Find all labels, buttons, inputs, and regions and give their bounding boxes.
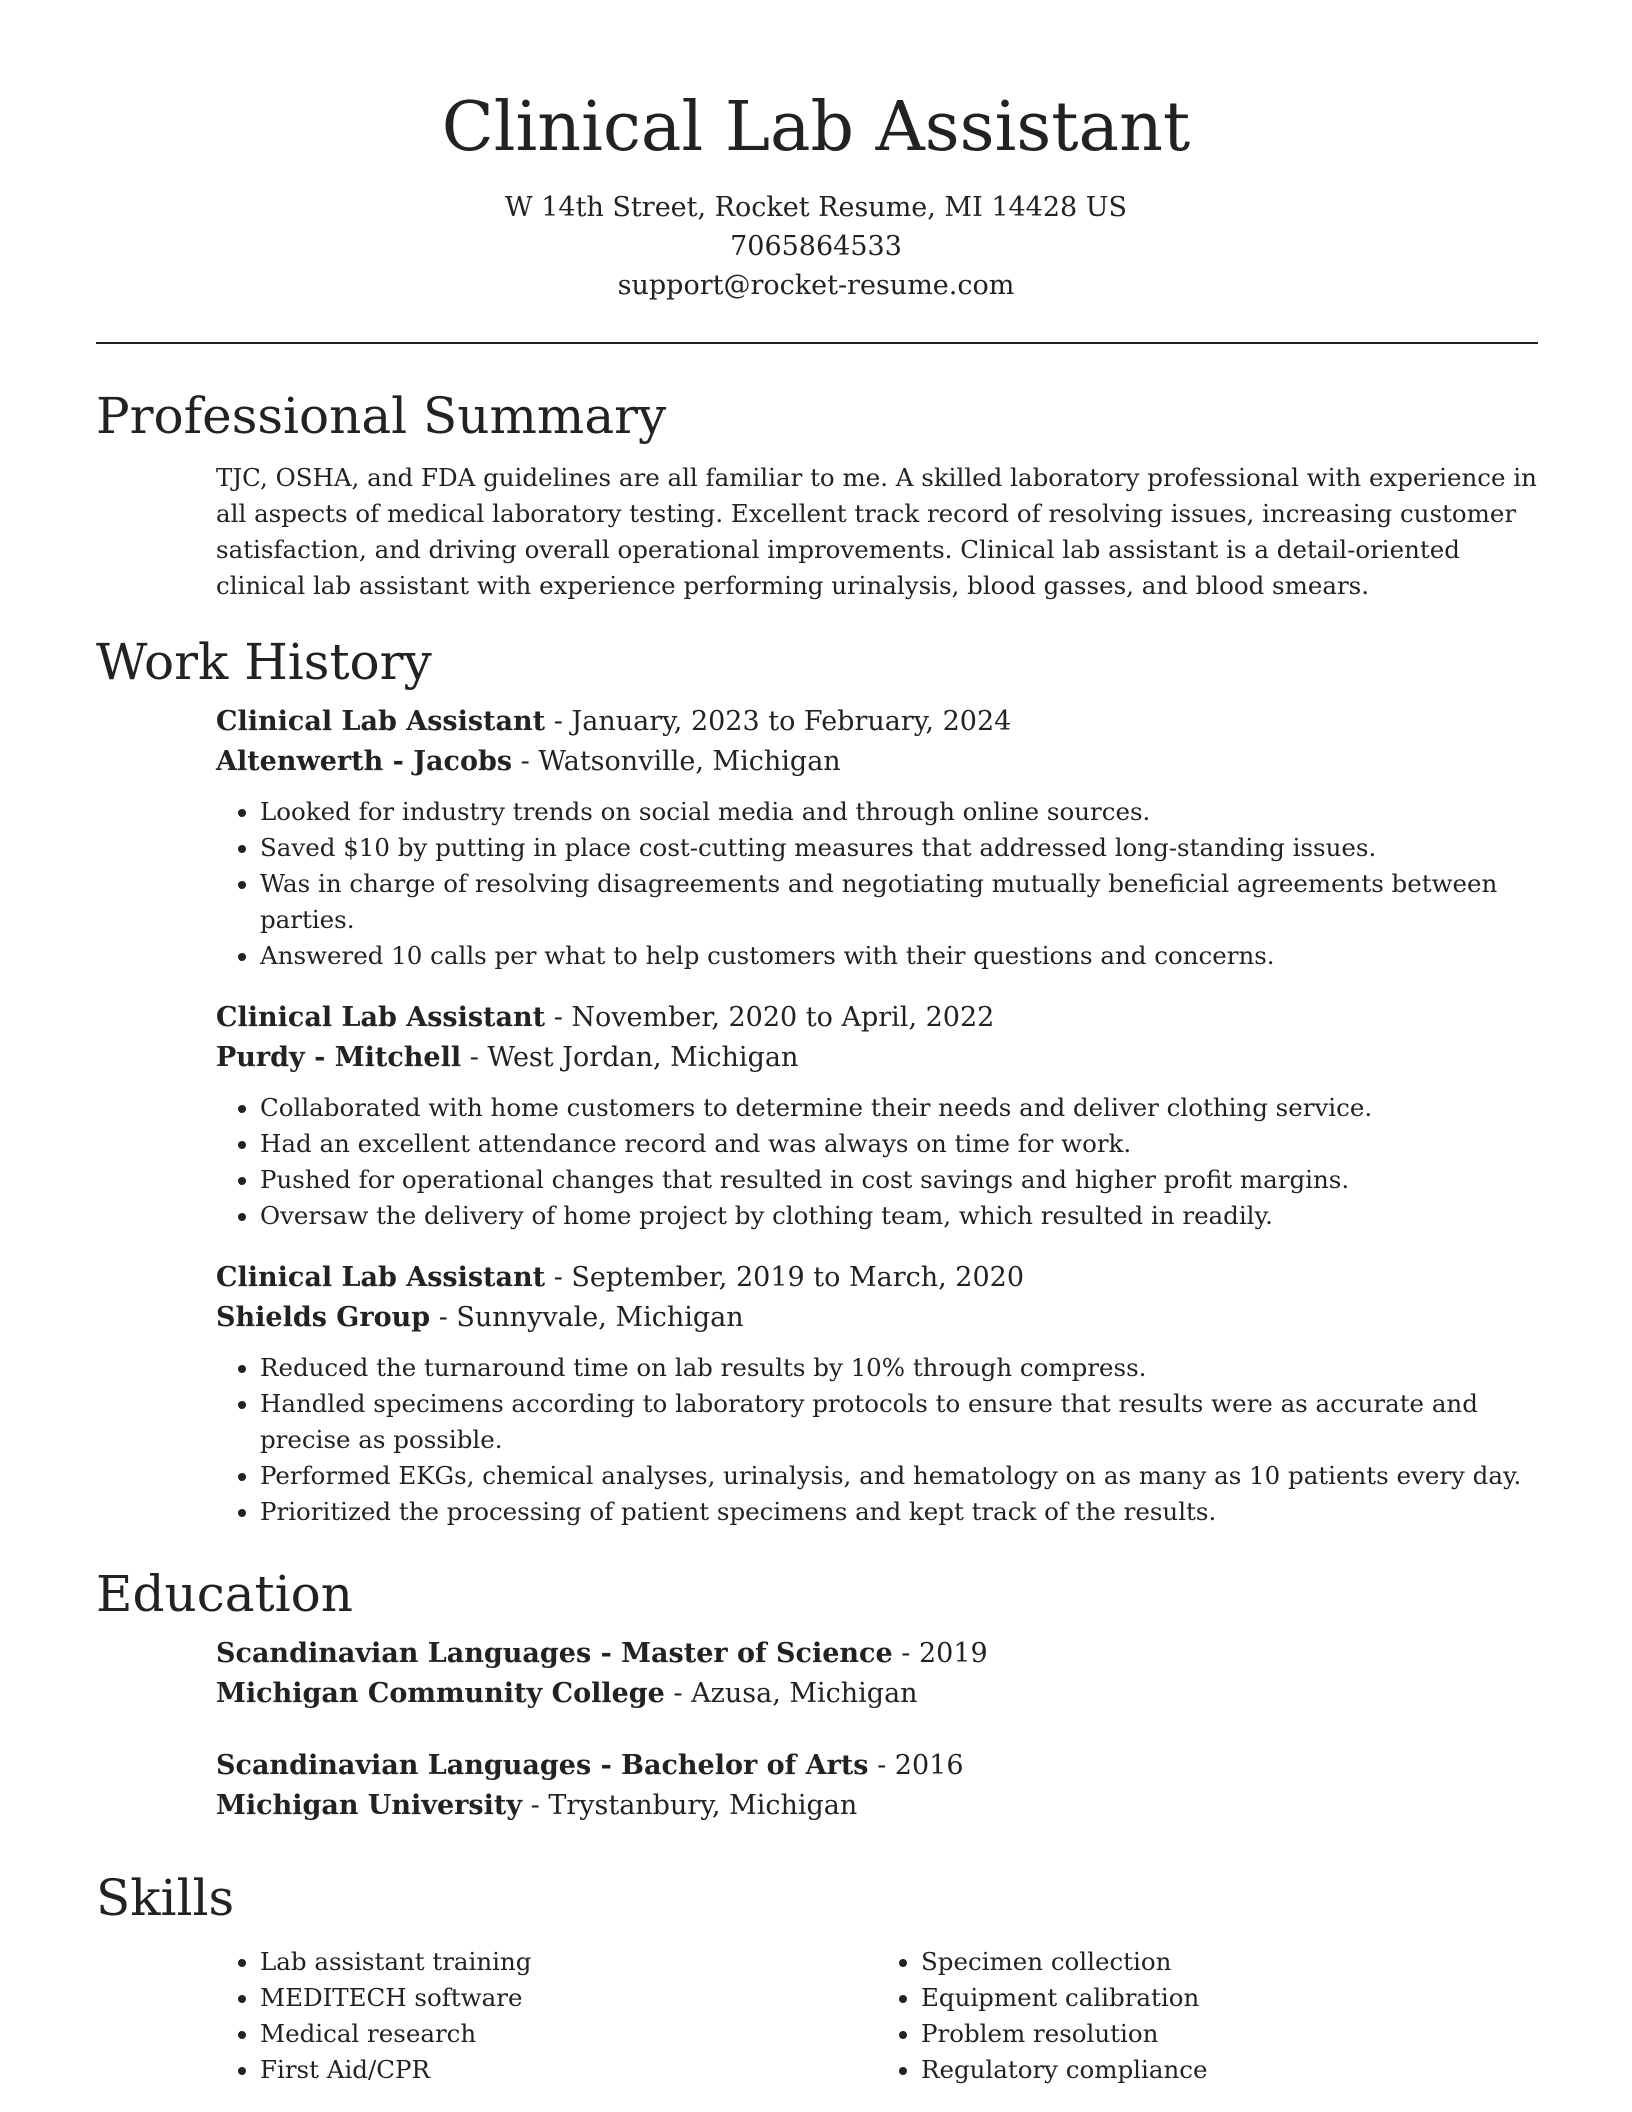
list-item: • Handled specimens according to laboratory protocols to ensure that results were as accurate and precise as possible. [260,1386,1538,1458]
education-school: Michigan Community College [216,1678,665,1709]
job-title-line [216,998,1538,1038]
education-entry [216,1634,1538,1714]
list-item: • Saved $10 by putting in place cost-cutting measures that addressed long-standing issues. [260,830,1538,866]
education-location: - Trystanbury, Michigan [522,1790,858,1821]
education-degree: Scandinavian Languages - Bachelor of Arts [216,1750,869,1781]
job-entry [216,998,1538,1234]
job-bullets [216,794,1538,974]
education-entry [216,1746,1538,1826]
education-school: Michigan University [216,1790,523,1821]
resume-content [96,376,1538,2088]
skills-list-right [877,1944,1538,2088]
job-company-line [216,1298,1538,1338]
work-history-section [96,622,1538,1530]
job-company: Altenwerth - Jacobs [216,746,513,777]
education-degree-line [216,1746,1538,1786]
job-entry [216,702,1538,974]
skills-columns [216,1938,1538,2088]
candidate-name: Clinical Lab Assistant [441,88,1191,167]
job-location: - Sunnyvale, Michigan [430,1302,744,1333]
education-location: - Azusa, Michigan [664,1678,918,1709]
contact-block [0,188,1632,305]
job-title-line [216,702,1538,742]
list-item: • Regulatory compliance [921,2052,1538,2088]
education-year: - 2016 [868,1750,964,1781]
list-item: • Collaborated with home customers to determine their needs and deliver clothing service. [260,1090,1538,1126]
section-title-education: Education [96,1565,353,1623]
job-role: Clinical Lab Assistant [216,1262,546,1293]
education-year: - 2019 [892,1638,988,1669]
list-item: • Had an excellent attendance record and was always on time for work. [260,1126,1538,1162]
list-item: • Lab assistant training [260,1944,877,1980]
section-title-summary: Professional Summary [96,387,667,445]
header-divider [96,342,1538,344]
resume-header [0,80,1632,305]
section-title-skills: Skills [96,1869,235,1927]
job-bullets [216,1090,1538,1234]
list-item: • Oversaw the delivery of home project by clothing team, which resulted in readily. [260,1198,1538,1234]
job-role: Clinical Lab Assistant [216,1002,546,1033]
job-dates: - November, 2020 to April, 2022 [545,1002,995,1033]
address: W 14th Street, Rocket Resume, MI 14428 US [504,192,1128,223]
job-dates: - September, 2019 to March, 2020 [545,1262,1024,1293]
job-company: Purdy - Mitchell [216,1042,462,1073]
list-item: • Equipment calibration [921,1980,1538,2016]
job-dates: - January, 2023 to February, 2024 [545,706,1012,737]
list-item: • Performed EKGs, chemical analyses, urinalysis, and hematology on as many as 10 patients every day. [260,1458,1538,1494]
phone: 7065864533 [730,231,902,262]
section-title-work-history: Work History [96,633,432,691]
list-item: • Was in charge of resolving disagreements and negotiating mutually beneficial agreements between parties. [260,866,1538,938]
email: support@rocket-resume.com [617,270,1015,301]
job-title-line [216,1258,1538,1298]
job-company-line [216,742,1538,782]
list-item: • Medical research [260,2016,877,2052]
list-item: • Reduced the turnaround time on lab results by 10% through compress. [260,1350,1538,1386]
education-school-line [216,1786,1538,1826]
education-degree: Scandinavian Languages - Master of Science [216,1638,893,1669]
job-location: - Watsonville, Michigan [512,746,841,777]
job-role: Clinical Lab Assistant [216,706,546,737]
list-item: • Specimen collection [921,1944,1538,1980]
list-item: • First Aid/CPR [260,2052,877,2088]
job-company: Shields Group [216,1302,431,1333]
education-school-line [216,1674,1538,1714]
summary-text: TJC, OSHA, and FDA guidelines are all familiar to me. A skilled laboratory professional with experience in all aspects of medical laboratory testing. Excellent track record of resolving issues, increasing customer satisfaction, and driving overall operational improvements. Clinical lab assistant is a detail-oriented clinical lab assistant with experience performing urinalysis, blood gasses, and blood smears. [216,463,1537,600]
education-degree-line [216,1634,1538,1674]
education-section [96,1554,1538,1826]
list-item: • Prioritized the processing of patient specimens and kept track of the results. [260,1494,1538,1530]
list-item: • Pushed for operational changes that resulted in cost savings and higher profit margins. [260,1162,1538,1198]
skills-list-left [216,1944,877,2088]
job-company-line [216,1038,1538,1078]
list-item: • MEDITECH software [260,1980,877,2016]
list-item: • Problem resolution [921,2016,1538,2052]
summary-section [96,376,1538,604]
list-item: • Answered 10 calls per what to help customers with their questions and concerns. [260,938,1538,974]
job-bullets [216,1350,1538,1530]
job-location: - West Jordan, Michigan [461,1042,799,1073]
list-item: • Looked for industry trends on social media and through online sources. [260,794,1538,830]
job-entry [216,1258,1538,1530]
skills-section [96,1858,1538,2088]
